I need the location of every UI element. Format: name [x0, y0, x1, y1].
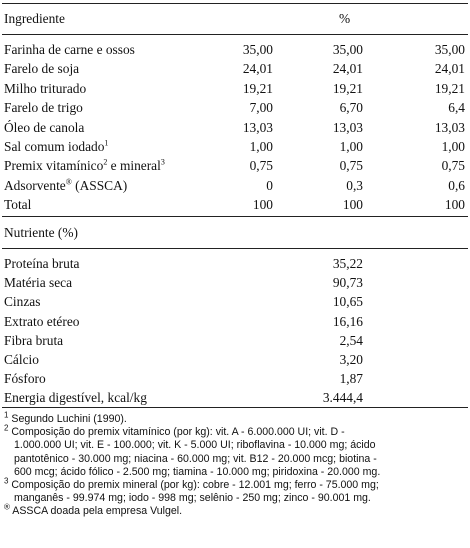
ingredients-bottom-rule	[2, 216, 468, 217]
nutrient-name: Proteína bruta	[4, 256, 80, 271]
nutrient-name: Cinzas	[4, 294, 41, 310]
ingredient-value: 0,6	[448, 177, 465, 193]
ingredient-value: 35,00	[434, 42, 465, 57]
ingredient-value: 1,00	[249, 139, 273, 154]
nutrient-name: Fósforo	[4, 371, 46, 387]
ingredient-value: 0,75	[441, 158, 465, 174]
ingredient-name: Farelo de soja	[4, 61, 80, 77]
table-bottom-rule	[2, 407, 468, 408]
nutrient-name: Fibra bruta	[4, 332, 64, 348]
nutrient-name: Energia digestível, kcal/kg	[4, 390, 147, 406]
ingredient-name: Adsorvente® (ASSCA)	[4, 177, 128, 193]
ingredient-value: 13,03	[332, 119, 363, 135]
ingredient-value: 19,21	[332, 80, 363, 96]
ingredient-name: Farelo de trigo	[4, 100, 83, 116]
ingredient-value: 7,00	[249, 100, 273, 116]
nutrient-name: Matéria seca	[4, 275, 73, 291]
ingredient-name: Premix vitamínico$^2$ e mineral$^3$	[4, 157, 165, 174]
nutrient-value: 2,54	[339, 332, 363, 348]
nutrient-value: 90,73	[332, 275, 363, 291]
ingredient-value: 19,21	[242, 80, 273, 96]
ingredient-name: Farinha de carne e ossos	[4, 42, 135, 57]
ingredient-value: 13,03	[434, 119, 465, 135]
ingredient-value: 0	[266, 177, 273, 193]
ingredient-name: Sal comum iodado$^1$	[4, 138, 109, 154]
ingredient-value: 24,01	[332, 61, 363, 77]
ingredient-name: Total	[4, 197, 32, 213]
superscript-mark: 2	[103, 157, 108, 167]
percent-column-header: %	[339, 11, 351, 26]
ingredient-value: 6,70	[339, 100, 363, 116]
footnote-line: pantotênico - 30.000 mg; niacina - 60.000 mg; vit. B12 - 20.000 mcg; biotina -	[14, 452, 377, 465]
nutrient-value: 10,65	[332, 294, 363, 310]
footnote-line: $^3$ Composição do premix mineral (por kg): cobre - 12.001 mg; ferro - 75.000 mg;	[4, 476, 379, 491]
ingredient-value: 100	[342, 197, 363, 213]
top-rule	[2, 3, 468, 4]
footnote-line: manganês - 99.974 mg; iodo - 998 mg; selênio - 250 mg; zinco - 90.001 mg.	[14, 492, 371, 505]
ingredient-value: 0,3	[346, 177, 363, 193]
ingredient-value: 100	[444, 197, 465, 213]
ingredient-name: Milho triturado	[4, 80, 87, 96]
ingredient-value: 1,00	[441, 139, 465, 154]
ingredient-name: Óleo de canola	[4, 119, 85, 135]
nutrient-value: 1,87	[339, 371, 363, 387]
footnote-line: $^1$ Segundo Luchini (1990).	[4, 410, 127, 425]
ingredient-value: 13,03	[242, 119, 273, 135]
nutrient-name: Cálcio	[4, 352, 39, 367]
nutrient-value: 3,20	[339, 352, 363, 367]
footnote-line: 600 mcg; ácido fólico - 2.500 mg; tiamina - 10.000 mg; piridoxina - 20.000 mg.	[14, 465, 381, 478]
nutrient-header-rule	[2, 248, 468, 249]
ingredient-value: 0,75	[339, 158, 363, 174]
ingredient-value: 35,00	[242, 42, 273, 57]
ingredient-value: 24,01	[434, 61, 465, 77]
ingredient-value: 100	[252, 197, 273, 213]
footnote-mark: 1	[4, 410, 9, 420]
nutrient-value: 16,16	[332, 313, 363, 329]
ingredient-value: 19,21	[434, 80, 465, 96]
nutrient-section-header: Nutriente (%)	[4, 225, 78, 240]
footnote-mark: ®	[4, 502, 10, 512]
ingredient-column-header: Ingrediente	[4, 11, 65, 26]
superscript-mark: 1	[104, 138, 109, 148]
footnote-line: $^2$ Composição do premix vitamínico (por kg): vit. A - 6.000.000 UI; vit. D -	[4, 423, 345, 439]
ingredient-value: 1,00	[339, 139, 363, 154]
ingredient-value: 6,4	[448, 100, 465, 116]
nutrient-value: 3.444,4	[322, 390, 363, 406]
ingredient-value: 24,01	[242, 61, 273, 77]
footnote-mark: 3	[4, 476, 9, 486]
footnote-line: 1.000.000 UI; vit. E - 100.000; vit. K - 5.000 UI; riboflavina - 10.000 mg; ácido	[14, 439, 376, 452]
ingredient-value: 0,75	[249, 158, 273, 174]
superscript-mark: 3	[160, 157, 165, 167]
footnote-line: ® ASSCA doada pela empresa Vulgel.	[4, 502, 183, 518]
superscript-mark: ®	[65, 177, 72, 187]
ingredient-value: 35,00	[332, 42, 363, 57]
footnote-mark: 2	[4, 423, 9, 433]
header-rule	[2, 34, 468, 35]
nutrient-value: 35,22	[332, 256, 363, 271]
nutrient-name: Extrato etéreo	[4, 313, 80, 329]
